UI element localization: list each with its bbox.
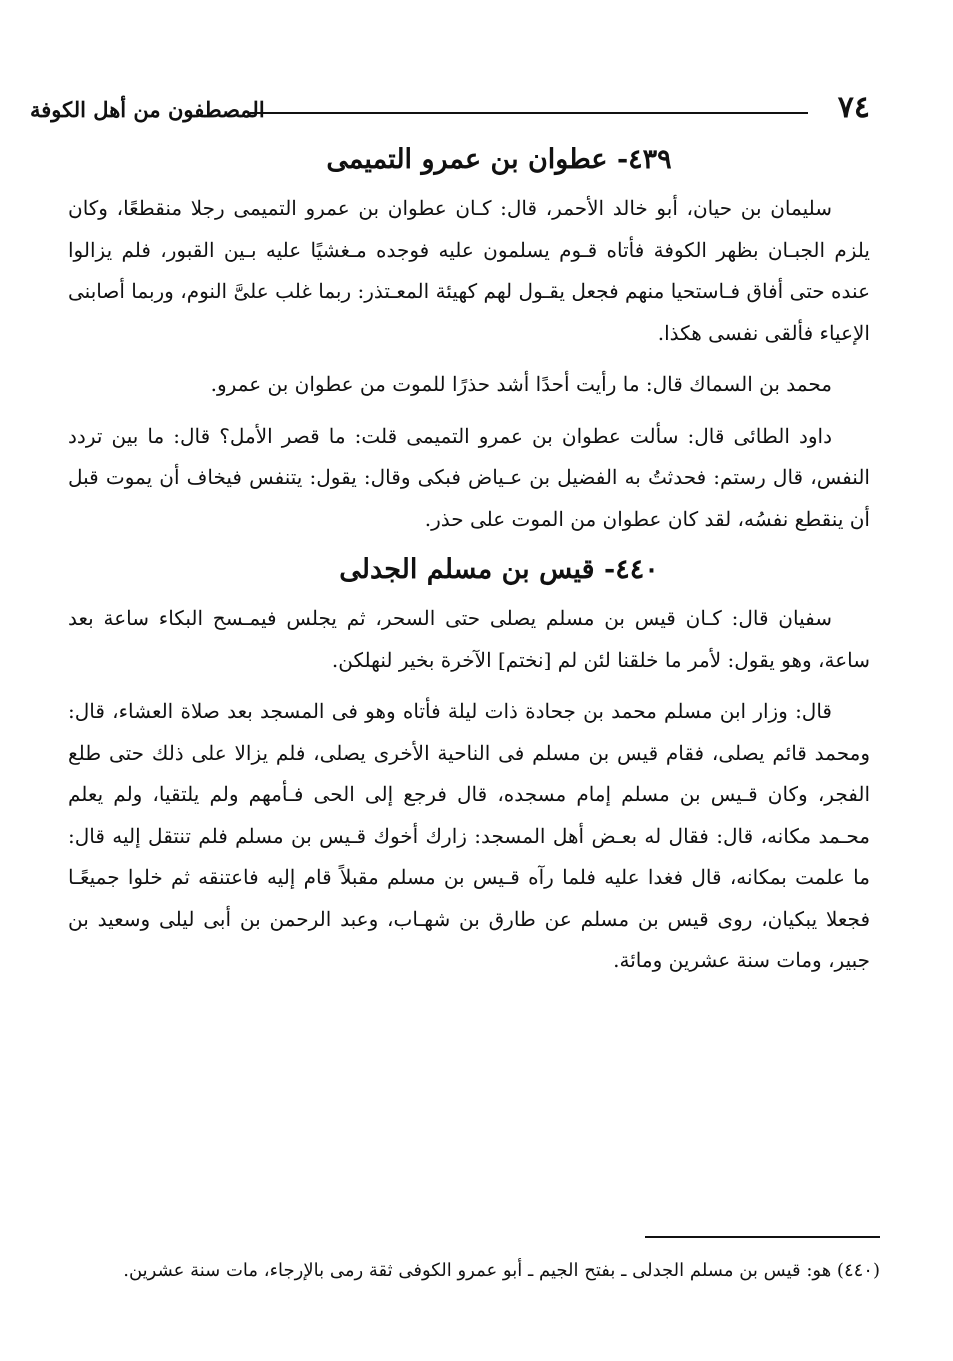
- entry-heading: [68, 550, 870, 590]
- footnote-rule: [645, 1236, 880, 1238]
- entry-name: قيس بن مسلم الجدلى: [339, 554, 595, 585]
- header-rule: [250, 112, 808, 114]
- page-number: ٧٤: [837, 90, 870, 125]
- entry-439: [68, 140, 870, 540]
- entry-paragraph: سليمان بن حيان، أبو خالد الأحمر، قال: كـان عطوان بن عمرو التميمى رجلا منقطعًا، وكان يلزم الجبـان بظهر الكوفة فأتاه قـوم يسلمون عليه فوجده مـغشيًا عليه بـين القبور، فلم يزالوا عنده حتى أفاق فـاستحيا منهم فجعل يقـول لهم كهيئة المعـتذر: ربما غلب علىَّ النوم، وربما أصابنى الإعياء فألقى نفسى هكذا.: [68, 196, 871, 345]
- entry-number: ٤٣٩: [628, 144, 672, 175]
- entry-number-separator: -: [616, 144, 629, 175]
- running-title: المصطفون من أهل الكوفة: [30, 97, 265, 122]
- footnote-area: [60, 1236, 880, 1286]
- entry-paragraph: سفيان قال: كـان قيس بن مسلم يصلى حتى السحر، ثم يجلس فيمـسح البكاء ساعة بعد ساعة، وهو يقول: لأمر ما خلقنا لئن لم [نختم] الآخرة بخير لنهلكن.: [68, 606, 870, 672]
- running-header: [30, 92, 870, 132]
- entry-paragraph: داود الطائى قال: سألت عطوان بن عمرو التميمى قلت: ما قصر الأمل؟ قال: ما بين تردد النفس، قال رستم: فحدثتُ به الفضيل بن عـياض فبكى وقال: يقول: يتنفس فيخاف أن يموت قبل أن ينقطع نفسُه، لقد كان عطوان من الموت على حذر.: [68, 423, 870, 531]
- entry-paragraph: قال: وزار ابن مسلم محمد بن جحادة ذات ليلة فأتاه وهو فى المسجد بعد صلاة العشاء، قال: ومحمد قائم يصلى، فقام قيس بن مسلم فى الناحية الأخرى يصلى، فلم يزالا على ذلك حتى طلع الفجر، وكان قـيس بن مسلم إمام مسجده، قال فرجع إلى الحى فـأمهم ولم يلتقيا، ولم يعلم محـمد مكانه، قال: فقال له بعـض أهل المسجد: زارك أخوك قـيس بن مسلم فلم تنتقل إليه قال: ما علمت بمكانه، قال فغدا عليه فلما رآه قـيس بن مسلم مقبلاً قام إليه فاعتنقه ثم خلوا جميعًـا فجعلا يبكيان، روى قيس بن مسلم عن طارق بن شهـاب، وعبد الرحمن بن أبى ليلى وسعيد بن جبير، ومات سنة عشرين ومائة.: [68, 699, 870, 972]
- page-body: [68, 140, 870, 992]
- entry-name: عطوان بن عمرو التميمى: [326, 144, 608, 175]
- entry-number-separator: -: [603, 554, 616, 585]
- footnote: (٤٤٠) هو: قيس بن مسلم الجدلى ـ بفتح الجيم ـ أبو عمرو الكوفى ثقة رمى بالإرجاء، مات سنة عشرين.: [123, 1260, 880, 1281]
- entry-heading: [68, 140, 870, 180]
- entry-number: ٤٤٠: [615, 554, 659, 585]
- entry-paragraph: محمد بن السماك قال: ما رأيت أحدًا أشد حذرًا للموت من عطوان بن عمرو.: [210, 372, 832, 396]
- entry-440: [68, 550, 870, 982]
